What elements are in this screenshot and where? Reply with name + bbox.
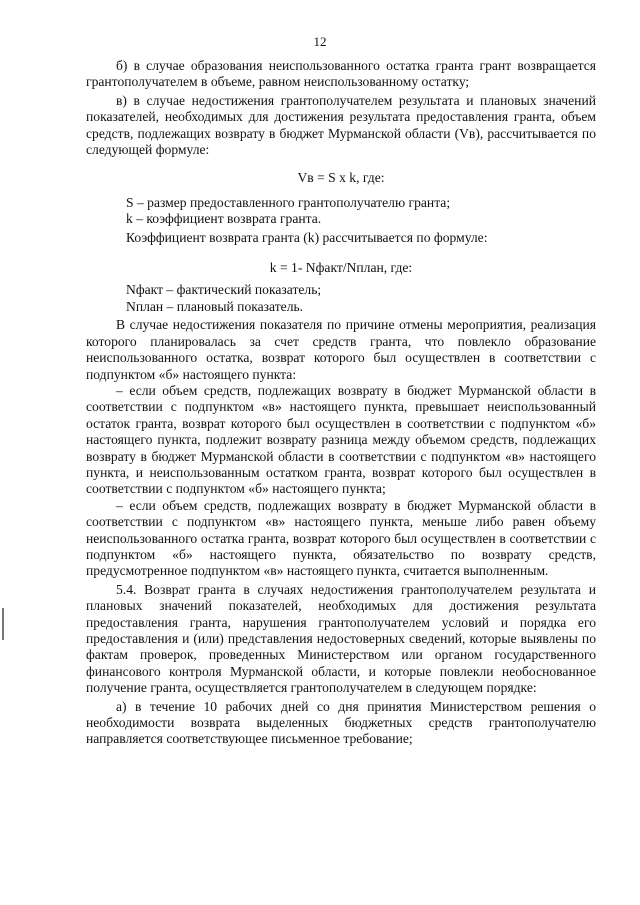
paragraph-v: в) в случае недостижения грантополучателем результата и плановых значений показателей, необходимых для достижения результата предоставления гранта, объем средств, подлежащих возврату в бюджет Мурманской области (Vв), рассчитывается по следующей формуле: xyxy=(86,92,596,158)
formula-coefficient: k = 1- Nфакт/Nплан, где: xyxy=(269,260,413,276)
paragraph-a: а) в течение 10 рабочих дней со дня принятия Министерством решения о необходимости возврата выделенных бюджетных средств грантополучателю направляется соответствующее письменное требование; xyxy=(86,698,596,747)
paragraph-5-4: 5.4. Возврат гранта в случаях недостижения грантополучателем результата и плановых значений показателей, необходимых для достижения результата предоставления гранта, нарушения грантополучателем условий и порядка его предоставления и (или) представления недостоверных сведений, которые выявлены по фактам проверок, проведенных Министерством или органом государственного финансового контроля Мурманской области, и которые повлекли необоснованное получение гранта, осуществляется грантополучателем в следующем порядке: xyxy=(86,581,596,696)
paragraph-dash-exceeds: – если объем средств, подлежащих возврату в бюджет Мурманской области в соответствии с подпунктом «в» настоящего пункта, превышает неиспользованный остаток гранта, возврат которого был осуществлен в соответствии с подпунктом «б» настоящего пункта, подлежит возврату разница между объемом средств, подлежащих возврату в бюджет Мурманской области в соответствии с подпунктом «в» настоящего пункта, и неиспользованным остатком гранта, возврат которого был осуществлен в соответствии с подпунктом «б» настоящего пункта; xyxy=(86,382,596,497)
coefficient-intro: Коэффициент возврата гранта (k) рассчитывается по формуле: xyxy=(126,229,488,245)
scan-edge-mark xyxy=(2,608,4,640)
formula-return-volume: Vв = S x k, где: xyxy=(297,170,385,186)
definition-nplan: Nплан – плановый показатель. xyxy=(126,298,304,314)
paragraph-cancel-event: В случае недостижения показателя по причине отмены мероприятия, реализация которого планировалась за счет средств гранта, что повлекло образование неиспользованного остатка, возврат которого был осуществлен в соответствии с подпунктом «б» настоящего пункта: xyxy=(86,317,596,382)
definition-nfact: Nфакт – фактический показатель; xyxy=(126,282,322,298)
paragraph-b: б) в случае образования неиспользованного остатка гранта грант возвращается грантополучателем в объеме, равном неиспользованному остатку; xyxy=(86,58,596,90)
page-number: 12 xyxy=(313,34,327,49)
document-body xyxy=(86,58,596,748)
paragraph-dash-less-equal: – если объем средств, подлежащих возврату в бюджет Мурманской области в соответствии с подпунктом «в» настоящего пункта, меньше либо равен объему неиспользованного остатка гранта, возврат которого был осуществлен в соответствии с подпунктом «б» настоящего пункта, обязательство по возврату средств, предусмотренное подпунктом «в» настоящего пункта, считается выполненным. xyxy=(86,497,596,579)
definition-k: k – коэффициент возврата гранта. xyxy=(126,211,322,227)
definition-s: S – размер предоставленного грантополучателю гранта; xyxy=(126,194,451,210)
